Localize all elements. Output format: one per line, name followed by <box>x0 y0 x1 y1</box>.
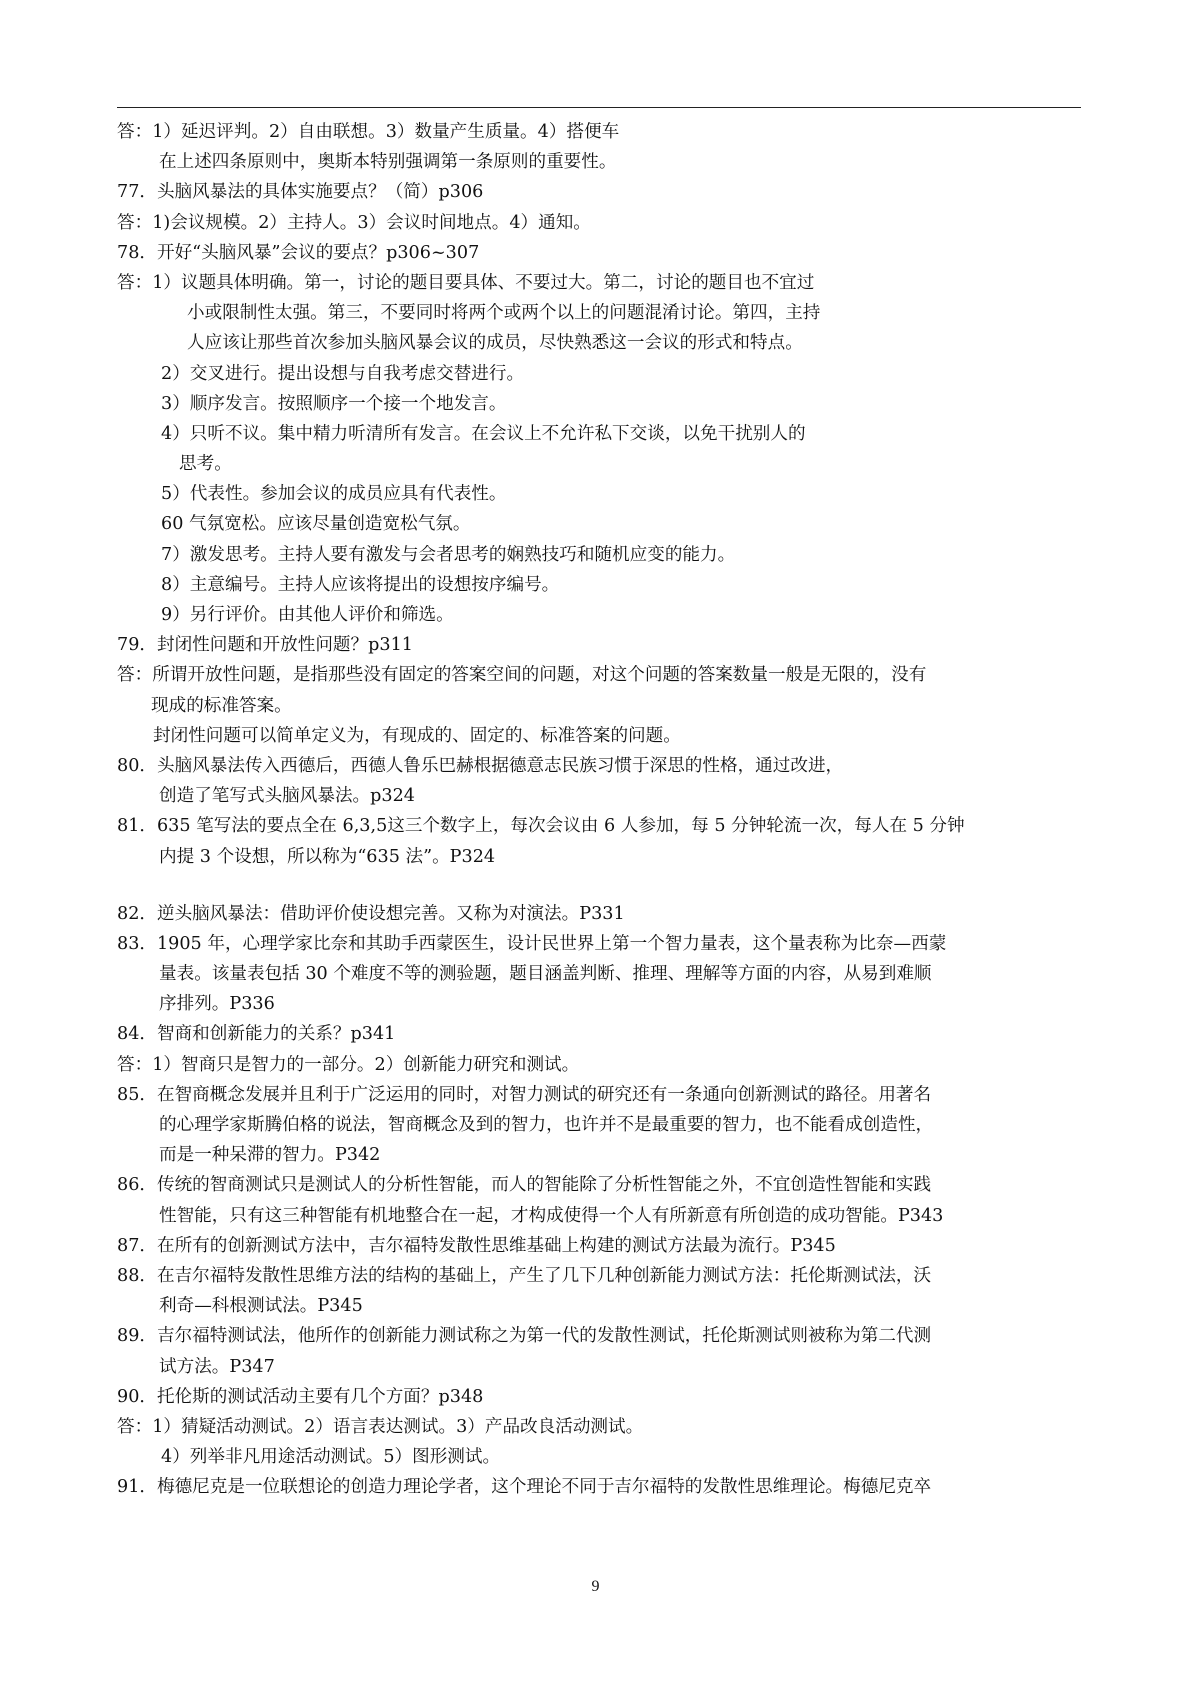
text-line: 答：1）猜疑活动测试。2）语言表达测试。3）产品改良活动测试。 <box>117 1416 644 1437</box>
page-number: 9 <box>591 1578 600 1595</box>
text-line: 5）代表性。参加会议的成员应具有代表性。 <box>161 484 507 505</box>
question-80: 80．头脑风暴法传入西德后，西德人鲁乐巴赫根据德意志民族习惯于深思的性格，通过改进， <box>117 755 844 776</box>
text-line: 序排列。P336 <box>159 994 275 1015</box>
text-line: 量表。该量表包括 30 个难度不等的测验题，题目涵盖判断、推理、理解等方面的内容，从易到难顺 <box>159 964 932 985</box>
text-line: 而是一种呆滞的智力。P342 <box>159 1145 381 1166</box>
text-line: 3）顺序发言。按照顺序一个接一个地发言。 <box>161 393 507 414</box>
question-87: 87．在所有的创新测试方法中，吉尔福特发散性思维基础上构建的测试方法最为流行。P345 <box>117 1235 836 1256</box>
text-line: 在上述四条原则中，奥斯本特别强调第一条原则的重要性。 <box>159 152 617 173</box>
question-89: 89．吉尔福特测试法，他所作的创新能力测试称之为第一代的发散性测试，托伦斯测试则被称为第二代测 <box>117 1326 932 1347</box>
text-line: 答：1)会议规模。2）主持人。3）会议时间地点。4）通知。 <box>117 212 591 233</box>
question-90: 90．托伦斯的测试活动主要有几个方面？p348 <box>117 1386 484 1407</box>
text-line: 答：1）议题具体明确。第一，讨论的题目要具体、不要过大。第二，讨论的题目也不宜过 <box>117 272 815 293</box>
question-81: 81．635 笔写法的要点全在 6,3,5这三个数字上，每次会议由 6 人参加，每 5 分钟轮流一次，每人在 5 分钟 <box>117 816 965 837</box>
text-line: 答：所谓开放性问题，是指那些没有固定的答案空间的问题，对这个问题的答案数量一般是无限的，没有 <box>117 665 927 686</box>
text-line: 创造了笔写式头脑风暴法。p324 <box>159 786 415 807</box>
text-line: 答：1）智商只是智力的一部分。2）创新能力研究和测试。 <box>117 1054 580 1075</box>
text-line: 4）只听不议。集中精力听清所有发言。在会议上不允许私下交谈，以免干扰别人的 <box>161 423 806 444</box>
question-79: 79．封闭性问题和开放性问题？p311 <box>117 635 413 656</box>
text-line: 思考。 <box>179 454 232 475</box>
question-77: 77．头脑风暴法的具体实施要点？（简）p306 <box>117 182 484 203</box>
header-rule <box>117 107 1081 108</box>
text-line: 9）另行评价。由其他人评价和筛选。 <box>161 605 454 625</box>
question-84: 84．智商和创新能力的关系？p341 <box>117 1024 396 1045</box>
text-line: 性智能，只有这三种智能有机地整合在一起，才构成使得一个人有所新意有所创造的成功智能。P343 <box>159 1205 944 1226</box>
text-line: 人应该让那些首次参加头脑风暴会议的成员，尽快熟悉这一会议的形式和特点。 <box>187 333 803 354</box>
question-78: 78．开好“头脑风暴”会议的要点？p306~307 <box>117 242 480 263</box>
text-line: 60 气氛宽松。应该尽量创造宽松气氛。 <box>161 514 471 535</box>
text-line: 2）交叉进行。提出设想与自我考虑交替进行。 <box>161 363 525 384</box>
text-line: 答：1）延迟评判。2）自由联想。3）数量产生质量。4）搭便车 <box>117 122 620 142</box>
document-body <box>117 117 1092 1502</box>
question-85: 85．在智商概念发展并且利于广泛运用的同时，对智力测试的研究还有一条通向创新测试的路径。用著名 <box>117 1084 932 1105</box>
question-86: 86．传统的智商测试只是测试人的分析性智能，而人的智能除了分析性智能之外，不宜创造性智能和实践 <box>117 1175 932 1196</box>
text-line: 试方法。P347 <box>159 1356 275 1377</box>
text-line: 7）激发思考。主持人要有激发与会者思考的娴熟技巧和随机应变的能力。 <box>161 544 736 565</box>
text-line: 4）列举非凡用途活动测试。5）图形测试。 <box>161 1447 501 1468</box>
text-line: 利奇—科根测试法。P345 <box>159 1296 363 1317</box>
question-88: 88．在吉尔福特发散性思维方法的结构的基础上，产生了几下几种创新能力测试方法：托伦斯测试法，沃 <box>117 1265 932 1286</box>
text-line: 内提 3 个设想，所以称为“635 法”。P324 <box>159 846 496 867</box>
text-line: 现成的标准答案。 <box>151 695 292 716</box>
text-line: 8）主意编号。主持人应该将提出的设想按序编号。 <box>161 574 560 595</box>
question-82: 82．逆头脑风暴法：借助评价使设想完善。又称为对演法。P331 <box>117 903 625 924</box>
question-91: 91．梅德尼克是一位联想论的创造力理论学者，这个理论不同于吉尔福特的发散性思维理论。梅德尼克卒 <box>117 1477 932 1498</box>
text-line: 封闭性问题可以简单定义为，有现成的、固定的、标准答案的问题。 <box>153 725 681 746</box>
question-83: 83．1905 年，心理学家比奈和其助手西蒙医生，设计民世界上第一个智力量表，这个量表称为比奈—西蒙 <box>117 933 947 954</box>
text-line: 小或限制性太强。第三，不要同时将两个或两个以上的问题混淆讨论。第四，主持 <box>187 303 821 324</box>
blank-gap <box>117 872 1092 899</box>
text-line: 的心理学家斯腾伯格的说法，智商概念及到的智力，也许并不是最重要的智力，也不能看成创造性， <box>159 1115 934 1135</box>
